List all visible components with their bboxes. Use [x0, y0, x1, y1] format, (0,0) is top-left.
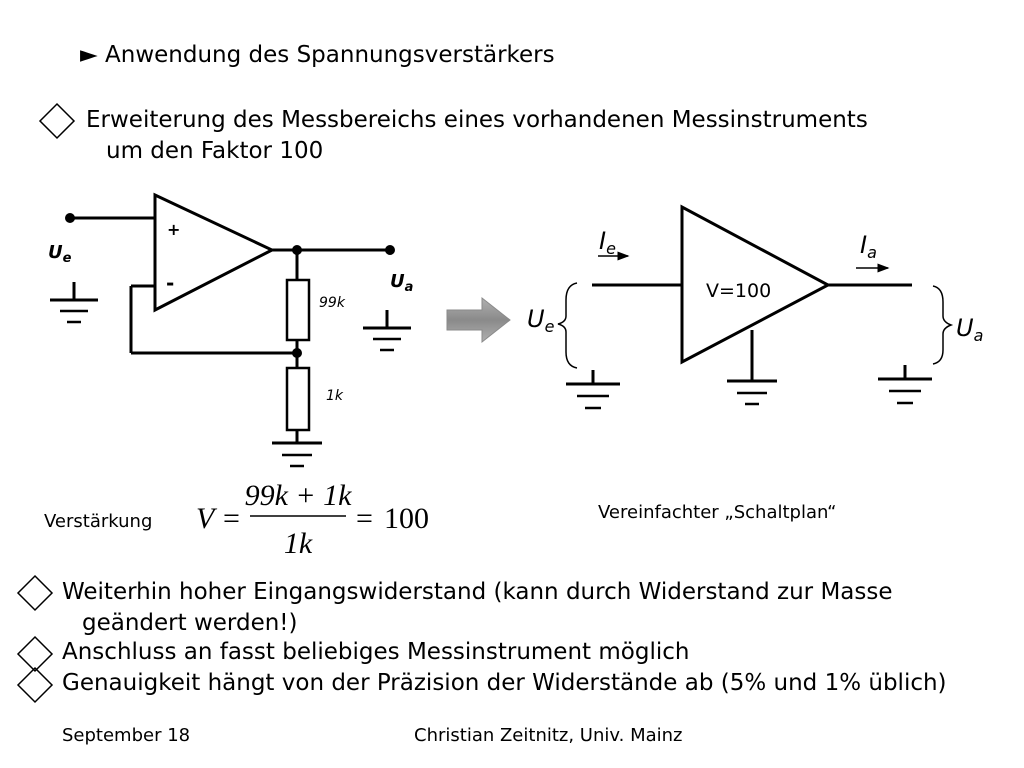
- output-brace-icon: [933, 286, 951, 364]
- opamp-plus: +: [167, 220, 181, 239]
- bullet-4: Genauigkeit hängt von der Präzision der Widerstände ab (5% und 1% üblich): [62, 670, 947, 696]
- title-marker-icon: ►: [80, 42, 98, 68]
- bullet-1-line-1: Erweiterung des Messbereichs eines vorhandenen Messinstruments: [86, 107, 868, 133]
- diamond-bullet-icon: [18, 576, 52, 610]
- svg-text:=: =: [223, 502, 240, 535]
- svg-text:99k + 1k: 99k + 1k: [244, 479, 352, 512]
- bullet-2-line-2: geändert werden!): [82, 610, 298, 636]
- diamond-bullet-icon: [18, 637, 52, 671]
- resistor-1k-label: 1k: [326, 388, 344, 404]
- right-arrow-icon: [447, 298, 510, 342]
- svg-text:100: 100: [384, 502, 429, 535]
- gain-label: V=100: [706, 280, 772, 302]
- svg-text:V: V: [196, 502, 215, 535]
- input-voltage-label-simplified: $U_e$: [527, 305, 555, 336]
- bullet-2-line-1: Weiterhin hoher Eingangswiderstand (kann durch Widerstand zur Masse: [62, 579, 893, 605]
- svg-text:1k: 1k: [283, 527, 313, 560]
- opamp-circuit: [50, 195, 414, 466]
- bullet-1-line-2: um den Faktor 100: [106, 138, 324, 164]
- footer-date: September 18: [62, 725, 191, 746]
- svg-text:=: =: [356, 502, 373, 535]
- simplified-circuit-caption: Vereinfachter „Schaltplan“: [598, 502, 837, 523]
- resistor-1k: [287, 368, 309, 430]
- diamond-bullet-icon: [18, 668, 52, 702]
- amplifier-block: [566, 207, 932, 408]
- title-text: Anwendung des Spannungsverstärkers: [105, 42, 555, 68]
- resistor-99k-label: 99k: [319, 295, 345, 311]
- footer-author: Christian Zeitnitz, Univ. Mainz: [414, 725, 683, 746]
- output-voltage-label: $U_a$: [390, 271, 414, 295]
- input-current-label: $I_e$: [599, 227, 616, 258]
- opamp-minus: -: [166, 271, 175, 295]
- output-current-label: $I_a$: [860, 231, 877, 262]
- input-voltage-label: $U_e$: [48, 242, 72, 266]
- resistor-99k: [287, 280, 309, 340]
- bullet-3: Anschluss an fasst beliebiges Messinstrument möglich: [62, 639, 690, 665]
- gain-formula-label: Verstärkung: [44, 511, 153, 532]
- diamond-bullet-icon: [40, 104, 74, 138]
- output-voltage-label-simplified: $U_a$: [956, 314, 984, 345]
- gain-formula: [196, 479, 429, 560]
- input-brace-icon: [558, 283, 577, 368]
